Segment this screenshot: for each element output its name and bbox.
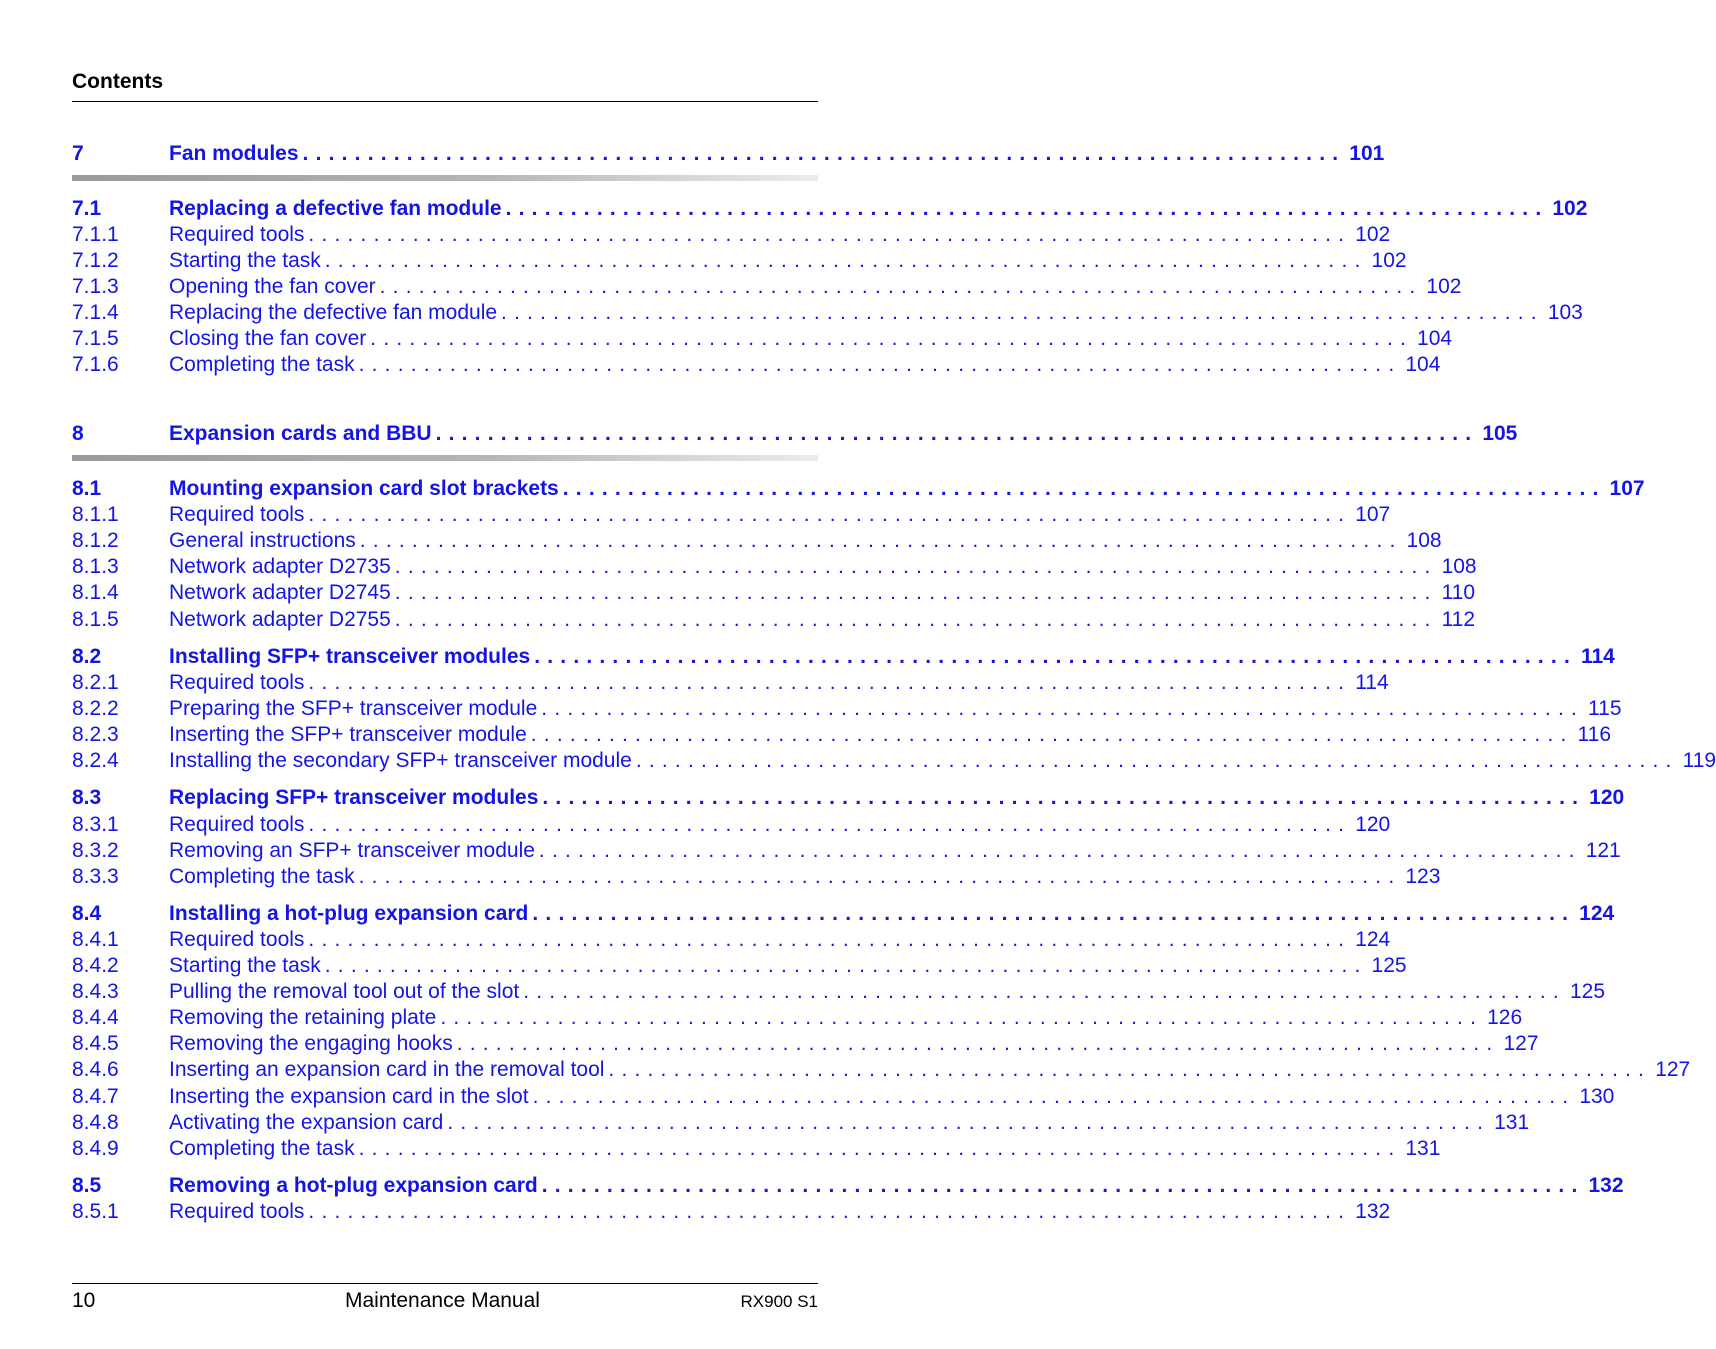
toc-entry[interactable] — [72, 502, 1391, 528]
toc-entry-number: 7.1.4 — [72, 301, 119, 324]
toc-dot-leader: ................................................................................ — [530, 723, 1574, 746]
toc-entry-title[interactable]: Completing the task — [169, 1137, 355, 1160]
toc-entry[interactable] — [72, 670, 1389, 696]
toc-entry[interactable] — [72, 580, 1476, 606]
toc-entry[interactable] — [72, 1173, 1624, 1199]
toc-entry-page[interactable]: 126 — [1487, 1006, 1523, 1029]
toc-entry-title[interactable]: Starting the task — [169, 249, 321, 272]
toc-entry-number: 8.1 — [72, 477, 102, 500]
toc-entry-page[interactable]: 119 — [1682, 749, 1716, 772]
toc-entry[interactable] — [72, 748, 1716, 774]
toc-dot-leader: ................................................................................ — [308, 671, 1352, 694]
toc-entry-number: 8.4.7 — [72, 1085, 119, 1108]
toc-entry-page[interactable]: 108 — [1406, 529, 1442, 552]
toc-dot-leader: ................................................................................ — [562, 477, 1606, 500]
toc-entry-number: 7.1.2 — [72, 249, 119, 272]
toc-entry[interactable] — [72, 352, 1441, 378]
toc-entry-title[interactable]: Removing an SFP+ transceiver module — [169, 839, 535, 862]
toc-entry-title[interactable]: Required tools — [169, 671, 305, 694]
toc-entry-page[interactable]: 127 — [1503, 1032, 1539, 1055]
toc-entry[interactable] — [72, 1136, 1441, 1162]
toc-entry-number: 8.2.1 — [72, 671, 119, 694]
toc-entry-page[interactable]: 124 — [1355, 928, 1391, 951]
toc-dot-leader: ................................................................................ — [447, 1111, 1491, 1134]
toc-entry[interactable] — [72, 1199, 1391, 1225]
toc-entry-number: 8.2 — [72, 645, 102, 668]
toc-entry-page[interactable]: 102 — [1552, 197, 1588, 220]
toc-dot-leader: ................................................................................ — [394, 608, 1438, 631]
toc-dot-leader: ................................................................................ — [532, 1085, 1576, 1108]
footer-manual-title: Maintenance Manual — [345, 1289, 540, 1312]
toc-dot-leader: ................................................................................ — [308, 1200, 1352, 1223]
toc-entry-page[interactable]: 115 — [1588, 697, 1622, 720]
toc-entry-page[interactable]: 103 — [1547, 301, 1583, 324]
toc-entry-number: 8.4.6 — [72, 1058, 119, 1081]
toc-entry[interactable] — [72, 864, 1441, 890]
toc-entry-title[interactable]: Mounting expansion card slot brackets — [169, 477, 559, 500]
toc-entry-title[interactable]: Starting the task — [169, 954, 321, 977]
toc-entry-title[interactable]: Opening the fan cover — [169, 275, 376, 298]
toc-dot-leader: ................................................................................ — [501, 301, 1544, 324]
toc-entry-page[interactable]: 124 — [1579, 902, 1615, 925]
toc-entry[interactable] — [72, 696, 1622, 722]
chapter-8-divider — [72, 455, 818, 461]
toc-entry-page[interactable]: 127 — [1655, 1058, 1691, 1081]
toc-entry-page[interactable]: 116 — [1577, 723, 1612, 746]
toc-entry-title[interactable]: Replacing SFP+ transceiver modules — [169, 786, 539, 809]
toc-dot-leader: ................................................................................ — [302, 142, 1346, 165]
toc-entry-number: 8.2.4 — [72, 749, 119, 772]
toc-entry[interactable] — [72, 644, 1615, 670]
toc-entry[interactable] — [72, 812, 1391, 838]
toc-dot-leader: ................................................................................ — [456, 1032, 1500, 1055]
toc-entry-page[interactable]: 123 — [1405, 865, 1441, 888]
toc-dot-leader: ................................................................................ — [541, 697, 1585, 720]
toc-entry-page[interactable]: 112 — [1441, 608, 1476, 631]
toc-entry-number: 8.4.9 — [72, 1137, 119, 1160]
toc-entry-title[interactable]: Closing the fan cover — [169, 327, 367, 350]
toc-entry[interactable] — [72, 326, 1453, 352]
toc-dot-leader: ................................................................................ — [324, 954, 1368, 977]
toc-entry-title[interactable]: Inserting the expansion card in the slot — [169, 1085, 529, 1108]
toc-entry-title[interactable]: Required tools — [169, 223, 305, 246]
footer-divider — [72, 1283, 818, 1284]
toc-entry-title[interactable]: Replacing a defective fan module — [169, 197, 502, 220]
toc-dot-leader: ................................................................................ — [394, 581, 1438, 604]
toc-dot-leader: ................................................................................ — [358, 1137, 1402, 1160]
toc-entry-title[interactable]: Inserting the SFP+ transceiver module — [169, 723, 527, 746]
toc-entry[interactable] — [72, 1084, 1615, 1110]
toc-entry-page[interactable]: 125 — [1569, 980, 1606, 1003]
page-header-title: Contents — [72, 70, 163, 93]
toc-entry[interactable] — [72, 248, 1407, 274]
toc-dot-leader: ................................................................................ — [542, 786, 1586, 809]
toc-entry-page[interactable]: 107 — [1355, 503, 1391, 526]
toc-entry-page[interactable]: 121 — [1585, 839, 1621, 862]
toc-entry[interactable] — [72, 528, 1442, 554]
toc-entry[interactable] — [72, 901, 1615, 927]
toc-entry-title[interactable]: Network adapter D2735 — [169, 555, 391, 578]
toc-entry-number: 8.4.3 — [72, 980, 119, 1003]
toc-entry-title[interactable]: Preparing the SFP+ transceiver module — [169, 697, 538, 720]
toc-entry-title[interactable]: Fan modules — [169, 142, 299, 165]
toc-dot-leader: ................................................................................ — [370, 327, 1414, 350]
toc-entry-page[interactable]: 108 — [1441, 555, 1477, 578]
footer-product-name: RX900 S1 — [740, 1292, 818, 1311]
toc-entry[interactable] — [72, 196, 1588, 222]
toc-entry-number: 7.1 — [72, 197, 102, 220]
toc-dot-leader: ................................................................................ — [635, 749, 1679, 772]
toc-entry-number: 8.5.1 — [72, 1200, 119, 1223]
toc-dot-leader: ................................................................................ — [308, 223, 1352, 246]
toc-entry-page[interactable]: 125 — [1371, 954, 1407, 977]
toc-entry-number: 7.1.5 — [72, 327, 119, 350]
toc-entry-title[interactable]: Removing a hot-plug expansion card — [169, 1174, 538, 1197]
toc-dot-leader: ................................................................................ — [358, 353, 1402, 376]
toc-entry-title[interactable]: Removing the engaging hooks — [169, 1032, 453, 1055]
header-divider — [72, 101, 818, 102]
toc-dot-leader: ................................................................................ — [379, 275, 1423, 298]
toc-dot-leader: ................................................................................ — [505, 197, 1549, 220]
toc-entry-page[interactable]: 102 — [1355, 223, 1391, 246]
toc-entry[interactable] — [72, 607, 1476, 633]
toc-dot-leader: ................................................................................ — [358, 865, 1402, 888]
toc-entry[interactable] — [72, 421, 1518, 447]
footer-page-number: 10 — [72, 1289, 96, 1312]
toc-entry-number: 8.4.8 — [72, 1111, 119, 1134]
toc-dot-leader: ................................................................................ — [541, 1174, 1585, 1197]
toc-entry-number: 8.1.5 — [72, 608, 119, 631]
toc-dot-leader: ................................................................................ — [308, 928, 1352, 951]
toc-entry-title[interactable]: Required tools — [169, 1200, 305, 1223]
chapter-7-divider — [72, 175, 818, 181]
toc-entry[interactable] — [72, 785, 1625, 811]
toc-entry-title[interactable]: Installing a hot-plug expansion card — [169, 902, 529, 925]
toc-dot-leader: ................................................................................ — [608, 1058, 1652, 1081]
toc-entry[interactable] — [72, 554, 1477, 580]
toc-entry-page[interactable]: 131 — [1405, 1137, 1441, 1160]
toc-entry-number: 8.1.2 — [72, 529, 119, 552]
toc-entry-page[interactable]: 132 — [1355, 1200, 1391, 1223]
toc-entry-number: 8.3 — [72, 786, 102, 809]
toc-entry-page[interactable]: 102 — [1371, 249, 1407, 272]
toc-entry[interactable] — [72, 722, 1612, 748]
toc-entry-number: 8.4.4 — [72, 1006, 119, 1029]
toc-entry-title[interactable]: Completing the task — [169, 865, 355, 888]
toc-entry-title[interactable]: Replacing the defective fan module — [169, 301, 498, 324]
toc-entry-title[interactable]: Activating the expansion card — [169, 1111, 444, 1134]
toc-entry-number: 8 — [72, 422, 84, 445]
toc-entry-title[interactable]: Completing the task — [169, 353, 355, 376]
toc-dot-leader: ................................................................................ — [324, 249, 1368, 272]
toc-entry-page[interactable]: 120 — [1355, 813, 1391, 836]
toc-entry-page[interactable]: 130 — [1579, 1085, 1615, 1108]
toc-entry-number: 8.4.1 — [72, 928, 119, 951]
toc-entry-number: 8.4 — [72, 902, 102, 925]
toc-entry-number: 8.1.1 — [72, 503, 119, 526]
toc-entry-number: 8.1.3 — [72, 555, 119, 578]
toc-entry-title[interactable]: Required tools — [169, 813, 305, 836]
toc-entry-number: 8.4.2 — [72, 954, 119, 977]
toc-entry-page[interactable]: 132 — [1588, 1174, 1624, 1197]
toc-entry-page[interactable]: 107 — [1609, 477, 1645, 500]
toc-dot-leader: ................................................................................ — [440, 1006, 1484, 1029]
toc-entry[interactable] — [72, 838, 1621, 864]
toc-entry[interactable] — [72, 979, 1606, 1005]
toc-dot-leader: ................................................................................ — [435, 422, 1479, 445]
toc-entry[interactable] — [72, 953, 1407, 979]
toc-dot-leader: ................................................................................ — [534, 645, 1577, 668]
toc-entry-page[interactable]: 104 — [1417, 327, 1453, 350]
toc-entry[interactable] — [72, 1057, 1691, 1083]
toc-entry-number: 7.1.3 — [72, 275, 119, 298]
toc-entry-page[interactable]: 114 — [1355, 671, 1389, 694]
toc-entry-number: 8.3.3 — [72, 865, 119, 888]
toc-entry[interactable] — [72, 274, 1462, 300]
toc-entry-number: 7.1.6 — [72, 353, 119, 376]
toc-entry-title[interactable]: Expansion cards and BBU — [169, 422, 432, 445]
toc-dot-leader: ................................................................................ — [538, 839, 1582, 862]
toc-entry[interactable] — [72, 476, 1645, 502]
toc-dot-leader: ................................................................................ — [308, 813, 1352, 836]
toc-entry-title[interactable]: Network adapter D2745 — [169, 581, 391, 604]
toc-dot-leader: ................................................................................ — [532, 902, 1576, 925]
toc-entry-page[interactable]: 102 — [1426, 275, 1462, 298]
toc-entry-title[interactable]: Required tools — [169, 928, 305, 951]
toc-entry-title[interactable]: Pulling the removal tool out of the slot — [169, 980, 520, 1003]
toc-entry-page[interactable]: 120 — [1589, 786, 1625, 809]
toc-entry-title[interactable]: Required tools — [169, 503, 305, 526]
toc-entry-number: 7 — [72, 142, 84, 165]
toc-entry-number: 8.5 — [72, 1174, 102, 1197]
toc-entry-page[interactable]: 131 — [1494, 1111, 1530, 1134]
toc-entry-number: 8.3.2 — [72, 839, 119, 862]
toc-entry-page[interactable]: 105 — [1482, 422, 1518, 445]
toc-entry[interactable] — [72, 300, 1583, 326]
toc-entry-title[interactable]: Removing the retaining plate — [169, 1006, 437, 1029]
toc-entry-title[interactable]: Network adapter D2755 — [169, 608, 391, 631]
toc-entry-page[interactable]: 104 — [1405, 353, 1441, 376]
toc-entry[interactable] — [72, 1110, 1530, 1136]
toc-entry[interactable] — [72, 141, 1385, 167]
toc-dot-leader: ................................................................................ — [523, 980, 1566, 1003]
toc-entry-page[interactable]: 110 — [1441, 581, 1476, 604]
toc-entry[interactable] — [72, 927, 1391, 953]
toc-entry-number: 8.4.5 — [72, 1032, 119, 1055]
toc-entry[interactable] — [72, 1031, 1539, 1057]
toc-entry-title[interactable]: Inserting an expansion card in the removal tool — [169, 1058, 605, 1081]
toc-entry-number: 8.2.3 — [72, 723, 119, 746]
toc-entry-number: 7.1.1 — [72, 223, 119, 246]
toc-entry-title[interactable]: General instructions — [169, 529, 356, 552]
toc-entry-title[interactable]: Installing the secondary SFP+ transceiver module — [169, 749, 632, 772]
toc-entry-title[interactable]: Installing SFP+ transceiver modules — [169, 645, 531, 668]
toc-entry-number: 8.2.2 — [72, 697, 119, 720]
toc-entry-page[interactable]: 101 — [1349, 142, 1385, 165]
toc-dot-leader: ................................................................................ — [394, 555, 1438, 578]
toc-entry[interactable] — [72, 1005, 1523, 1031]
toc-entry-page[interactable]: 114 — [1580, 645, 1615, 668]
toc-entry-number: 8.1.4 — [72, 581, 119, 604]
toc-entry[interactable] — [72, 222, 1391, 248]
toc-dot-leader: ................................................................................ — [308, 503, 1352, 526]
toc-dot-leader: ................................................................................ — [359, 529, 1403, 552]
toc-entry-number: 8.3.1 — [72, 813, 119, 836]
